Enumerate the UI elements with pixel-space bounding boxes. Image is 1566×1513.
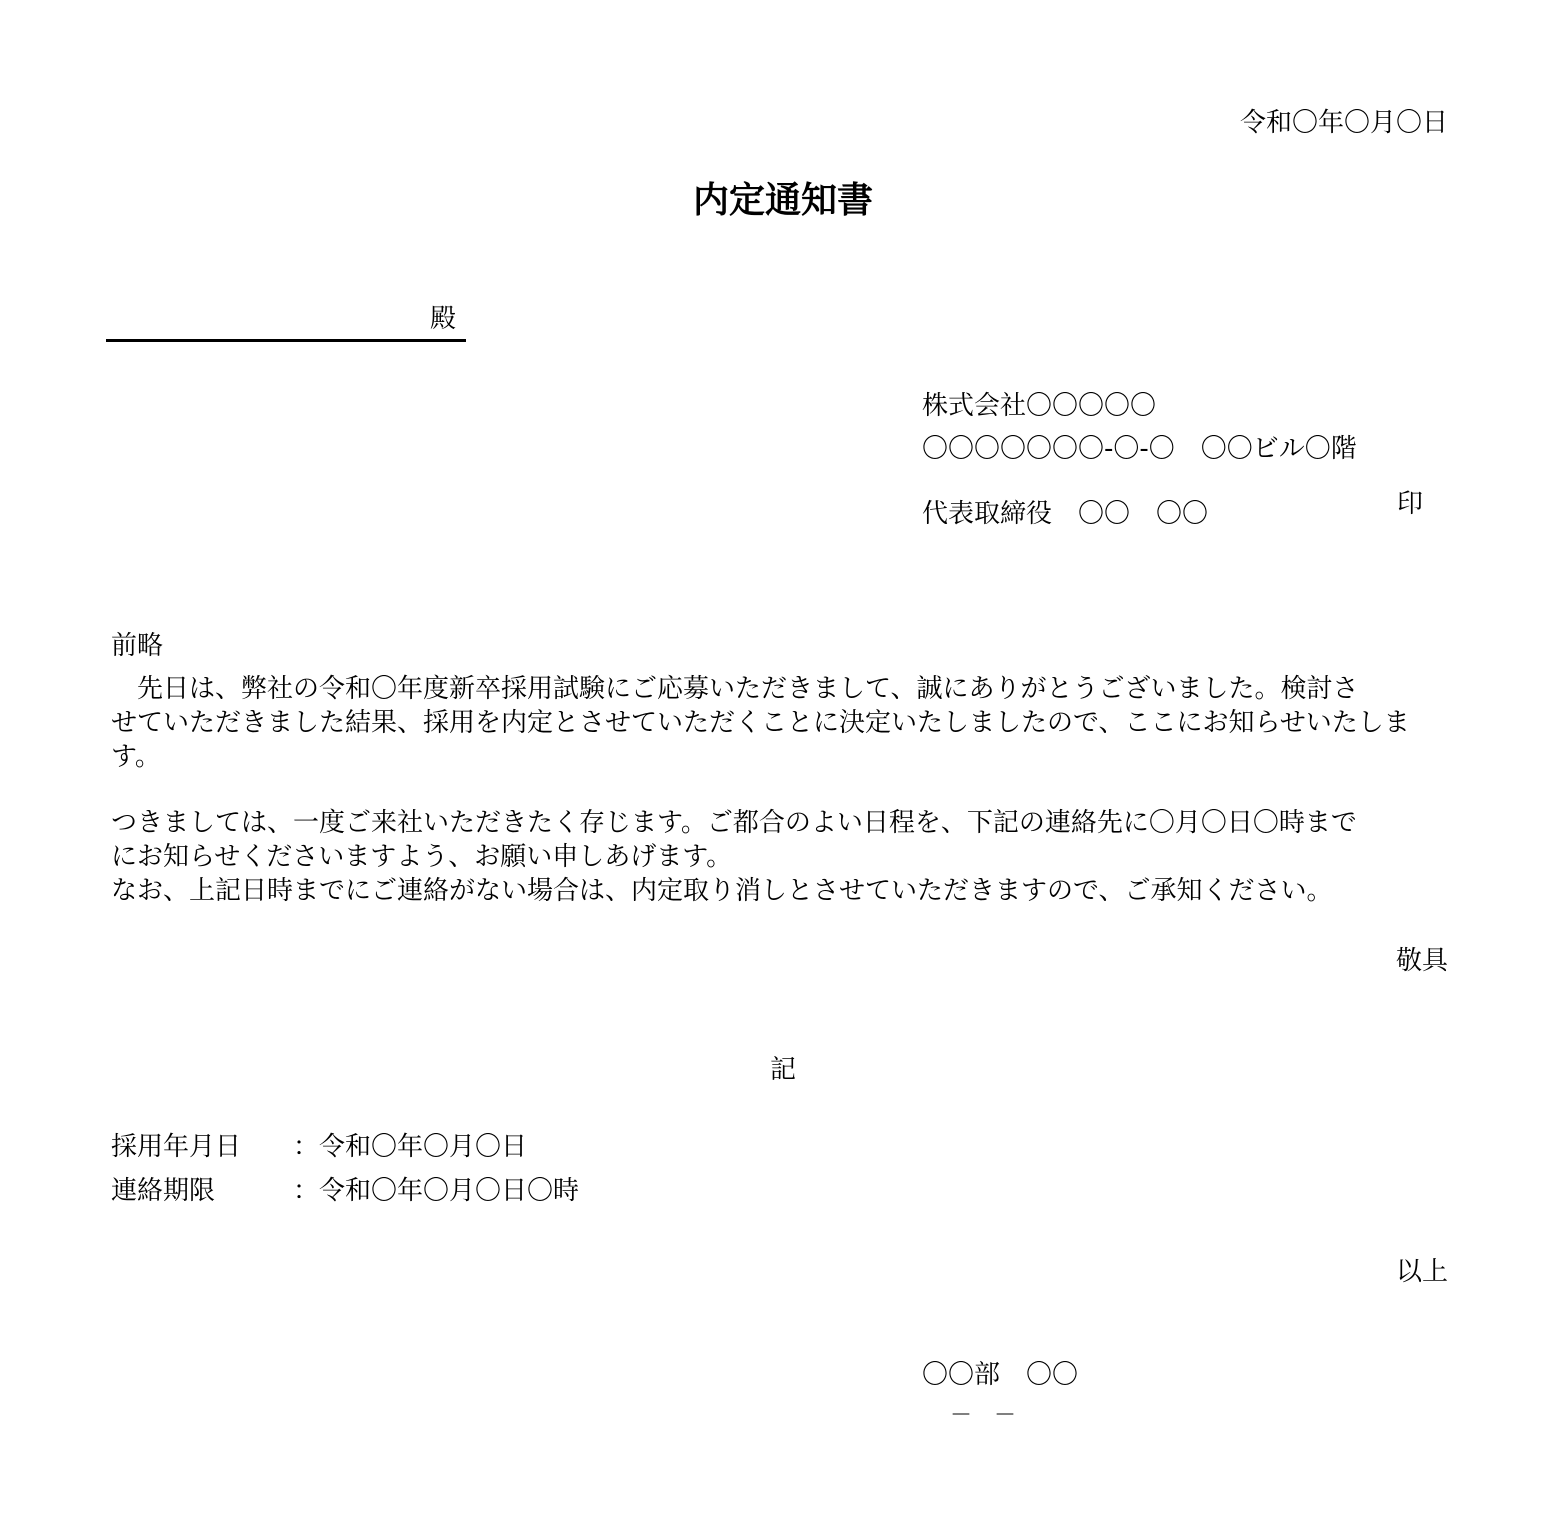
details-heading: 記: [769, 1055, 796, 1085]
contact-name: 〇〇部 〇〇: [922, 1360, 1079, 1390]
issue-date: 令和〇年〇月〇日: [1239, 108, 1448, 138]
detail-value-hire-date: ：令和〇年〇月〇日: [293, 1132, 528, 1162]
paragraph-line: 先日は、弊社の令和〇年度新卒採用試験にご応募いただきまして、誠にありがとうございました。検討さ: [111, 674, 1359, 704]
greeting-text: 前略: [111, 631, 164, 661]
sender-company: 株式会社〇〇〇〇〇: [922, 391, 1157, 421]
letter-closing: 敬具: [1395, 946, 1448, 976]
paragraph-line: つきましては、一度ご来社いただきたく存じます。ご都合のよい日程を、下記の連絡先に〇月〇日〇時まで: [111, 808, 1357, 838]
document-title: 内定通知書: [692, 180, 873, 221]
sender-representative: 代表取締役 〇〇 〇〇: [922, 499, 1209, 529]
paragraph-line: にお知らせくださいますよう、お願い申しあげます。: [111, 842, 733, 872]
addressee-honorific: 殿: [430, 304, 457, 334]
contact-phone: － －: [950, 1403, 1017, 1428]
detail-value-deadline: ：令和〇年〇月〇日〇時: [293, 1176, 580, 1206]
detail-label-deadline: 連絡期限: [111, 1176, 216, 1206]
details-end-mark: 以上: [1395, 1257, 1448, 1287]
letter-paragraph-1: [111, 672, 1451, 774]
paragraph-line: す。: [111, 742, 161, 772]
detail-label-hire-date: 採用年月日: [111, 1132, 242, 1162]
seal-mark: 印: [1397, 489, 1424, 519]
paragraph-line: なお、上記日時までにご連絡がない場合は、内定取り消しとさせていただきますので、ご承知ください。: [111, 876, 1333, 906]
paragraph-line: せていただきました結果、採用を内定とさせていただくことに決定いたしましたので、ここにお知らせいたしま: [111, 708, 1410, 738]
addressee-underline: [106, 339, 466, 342]
letter-paragraph-2: [111, 806, 1451, 908]
sender-address: 〇〇〇〇〇〇〇-〇-〇 〇〇ビル〇階: [922, 434, 1357, 464]
letter-greeting: [111, 629, 1451, 663]
